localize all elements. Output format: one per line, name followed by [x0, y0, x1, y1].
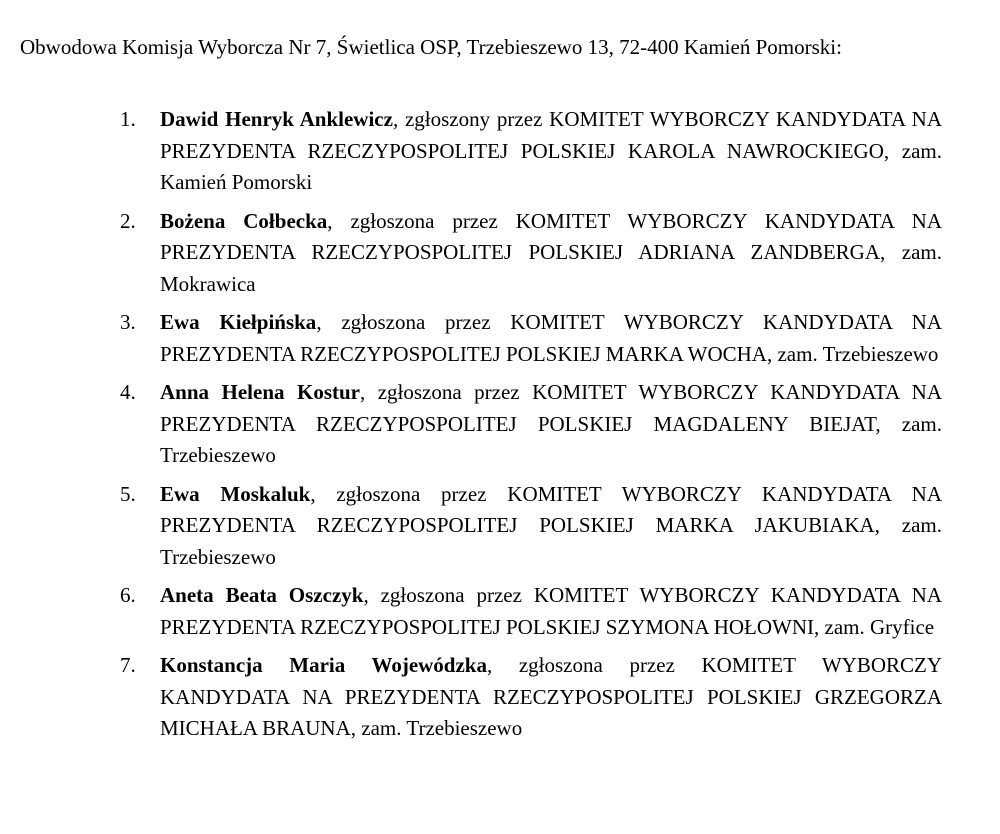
list-item: [0, 206, 942, 301]
member-name: Ewa Moskaluk: [160, 481, 311, 506]
commission-header: Obwodowa Komisja Wyborcza Nr 7, Świetlica OSP, Trzebieszewo 13, 72-400 Kamień Pomorski:: [20, 35, 842, 59]
member-name: Bożena Cołbecka: [160, 208, 328, 233]
list-item: [0, 307, 942, 370]
member-name: Aneta Beata Oszczyk: [160, 583, 364, 607]
member-list: [0, 104, 1000, 752]
list-item-number: 2.: [120, 208, 136, 233]
list-item: [0, 104, 942, 199]
member-details: , zgłoszona przez KOMITET WYBORCZY KANDYDATA NA PREZYDENTA RZECZYPOSPOLITEJ POLSKIEJ GRZEGORZA MICHAŁA BRAUNA, zam. Trzebieszewo: [160, 653, 942, 740]
member-details: , zgłoszona przez KOMITET WYBORCZY KANDYDATA NA PREZYDENTA RZECZYPOSPOLITEJ POLSKIEJ SZYMONA HOŁOWNI, zam. Gryfice: [160, 583, 942, 639]
member-name: Anna Helena Kostur: [160, 380, 360, 404]
list-item-number: 5.: [120, 481, 136, 506]
member-details: , zgłoszona przez KOMITET WYBORCZY KANDYDATA NA PREZYDENTA RZECZYPOSPOLITEJ POLSKIEJ ADRIANA ZANDBERGA, zam. Mokrawica: [160, 208, 942, 296]
member-details: , zgłoszona przez KOMITET WYBORCZY KANDYDATA NA PREZYDENTA RZECZYPOSPOLITEJ POLSKIEJ MAGDALENY BIEJAT, zam. Trzebieszewo: [160, 380, 942, 467]
list-item-number: 4.: [120, 380, 136, 404]
member-details: , zgłoszona przez KOMITET WYBORCZY KANDYDATA NA PREZYDENTA RZECZYPOSPOLITEJ POLSKIEJ MARKA JAKUBIAKA, zam. Trzebieszewo: [160, 481, 942, 569]
list-item: [0, 479, 942, 574]
member-details: , zgłoszona przez KOMITET WYBORCZY KANDYDATA NA PREZYDENTA RZECZYPOSPOLITEJ POLSKIEJ MARKA WOCHA, zam. Trzebieszewo: [160, 310, 942, 366]
list-item-number: 7.: [120, 653, 136, 677]
list-item-number: 1.: [120, 107, 136, 131]
member-name: Dawid Henryk Anklewicz: [160, 107, 393, 131]
member-name: Konstancja Maria Wojewódzka: [160, 653, 487, 677]
member-details: , zgłoszony przez KOMITET WYBORCZY KANDYDATA NA PREZYDENTA RZECZYPOSPOLITEJ POLSKIEJ KAROLA NAWROCKIEGO, zam. Kamień Pomorski: [160, 107, 942, 194]
member-name: Ewa Kiełpińska: [160, 310, 317, 334]
list-item-number: 6.: [120, 583, 136, 607]
list-item-number: 3.: [120, 310, 136, 334]
list-item: [0, 377, 942, 472]
list-item: [0, 580, 942, 643]
list-item: [0, 650, 942, 745]
